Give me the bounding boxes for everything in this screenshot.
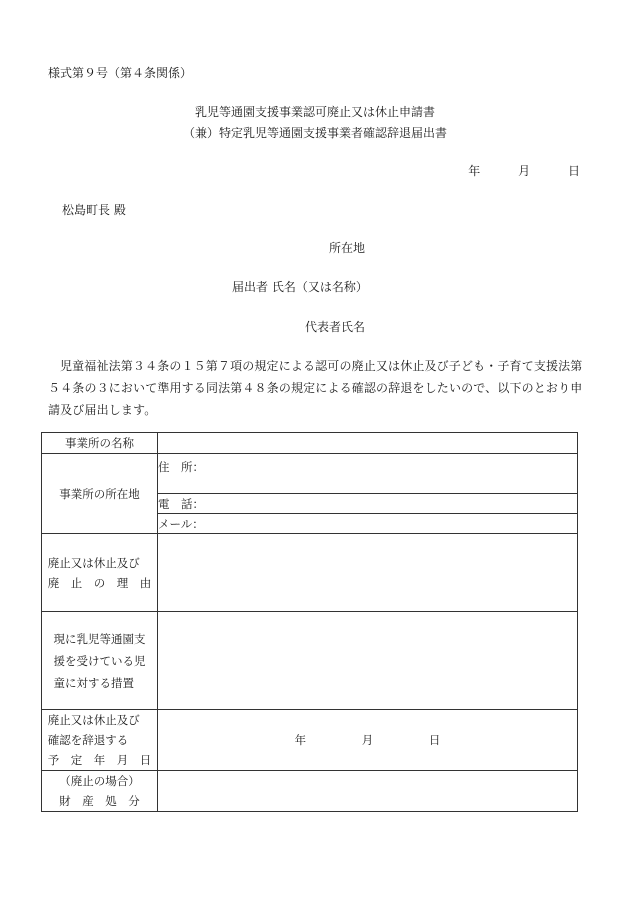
scheduled-label-line3: 予 定 年 月 日: [47, 753, 152, 767]
applicant-name-label: 届出者 氏名（又は名称）: [232, 280, 368, 294]
scheduled-day: 日: [428, 733, 441, 747]
submission-date: [434, 165, 580, 177]
measures-label-line1: 現に乳児等通園支: [53, 631, 146, 646]
reason-label-line1: 廃止又は休止及び: [47, 555, 140, 570]
scheduled-year: 年: [294, 733, 307, 747]
facility-name-label: 事業所の名称: [42, 433, 158, 454]
scheduled-label-line2: 確認を辞退する: [47, 733, 129, 747]
phone-sub-label: 電 話：: [158, 496, 204, 511]
table-row: [42, 534, 578, 612]
table-row: [42, 771, 578, 812]
scheduled-label-line1: 廃止又は休止及び: [47, 713, 140, 727]
table-row: [42, 710, 578, 771]
year-label: 年: [468, 164, 481, 178]
email-field[interactable]: [158, 514, 578, 534]
facility-name-field[interactable]: [158, 433, 578, 454]
phone-field[interactable]: [158, 494, 578, 514]
table-row: [42, 454, 578, 494]
address-field[interactable]: [158, 454, 578, 494]
day-label: 日: [567, 164, 580, 178]
email-sub-label: メール：: [158, 516, 204, 531]
measures-field[interactable]: [158, 612, 578, 710]
form-number: 様式第９号（第４条関係）: [48, 66, 193, 80]
address-sub-label: 住 所：: [158, 460, 204, 474]
reason-field[interactable]: [158, 534, 578, 612]
reason-label-line2: 廃 止 の 理 由: [47, 575, 152, 590]
representative-name-label: 代表者氏名: [305, 320, 366, 334]
measures-label-line2: 援を受けている児: [53, 653, 146, 668]
table-row: [42, 433, 578, 454]
measures-label-line3: 童に対する措置: [53, 675, 134, 690]
applicant-location-label: 所在地: [329, 241, 366, 255]
declaration-text: 児童福祉法第３４条の１５第７項の規定による認可の廃止又は休止及び子ども・子育て支援法第５４条の３において準用する同法第４８条の規定による確認の辞退をしたいので、以下のとおり申請及び届出します。: [48, 359, 583, 417]
form-title-line1: 乳児等通園支援事業認可廃止又は休止申請書: [194, 105, 435, 119]
property-disposal-field[interactable]: [158, 771, 578, 812]
form-title-line2: （兼）特定乳児等通園支援事業者確認辞退届出書: [182, 126, 447, 140]
facility-address-label: 事業所の所在地: [42, 454, 158, 534]
scheduled-date-label: [42, 710, 158, 771]
month-label: 月: [518, 164, 531, 178]
property-disposal-label: [42, 771, 158, 812]
addressee: 松島町長 殿: [62, 203, 126, 217]
scheduled-month: 月: [361, 733, 374, 747]
scheduled-date-field[interactable]: [158, 710, 578, 771]
application-table: [41, 432, 578, 812]
property-label-line2: 財 産 処 分: [59, 794, 140, 808]
property-label-line1: （廃止の場合）: [59, 774, 140, 788]
reason-label: [42, 534, 158, 612]
measures-label: [42, 612, 158, 710]
table-row: [42, 612, 578, 710]
